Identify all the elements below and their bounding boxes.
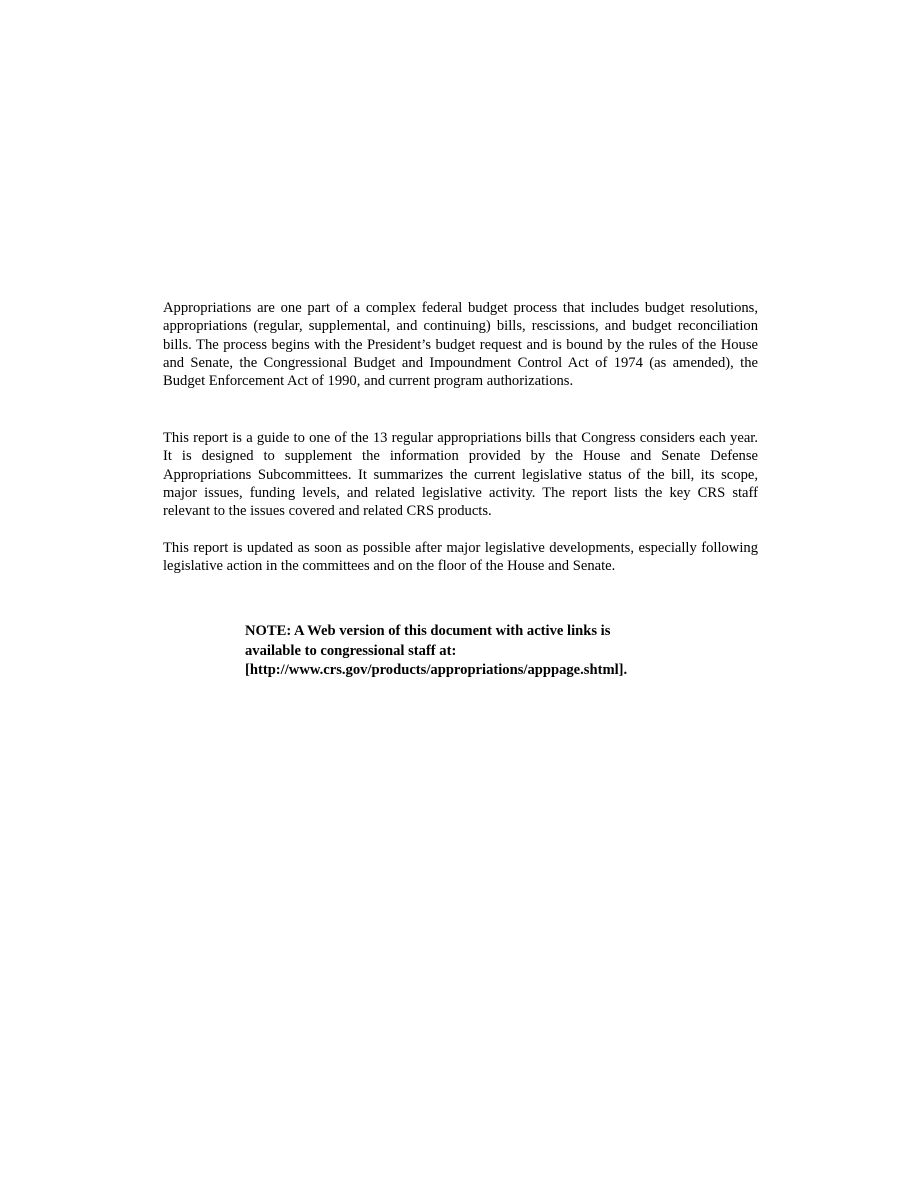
- guide-paragraph: This report is a guide to one of the 13 regular appropriations bills that Congress considers each year. It is designed to supplement the information provided by the House and Senate Defense Appropriations Subcommittees. It summarizes the current legislative status of the bill, its scope, major issues, funding levels, and related legislative activity. The report lists the key CRS staff relevant to the issues covered and related CRS products.: [163, 430, 758, 520]
- update-paragraph: This report is updated as soon as possible after major legislative developments, especially following legislative action in the committees and on the floor of the House and Senate.: [163, 540, 758, 575]
- intro-paragraph: Appropriations are one part of a complex federal budget process that includes budget resolutions, appropriations (regular, supplemental, and continuing) bills, rescissions, and budget reconciliation bills. The process begins with the President’s budget request and is bound by the rules of the House and Senate, the Congressional Budget and Impoundment Control Act of 1974 (as amended), the Budget Enforcement Act of 1990, and current program authorizations.: [163, 300, 758, 390]
- note-line-2: available to congressional staff at:: [245, 642, 457, 659]
- web-version-note: [245, 622, 715, 681]
- note-url-line: [http://www.crs.gov/products/appropriations/apppage.shtml].: [245, 662, 628, 678]
- note-line-1: NOTE: A Web version of this document with active links is: [245, 623, 611, 639]
